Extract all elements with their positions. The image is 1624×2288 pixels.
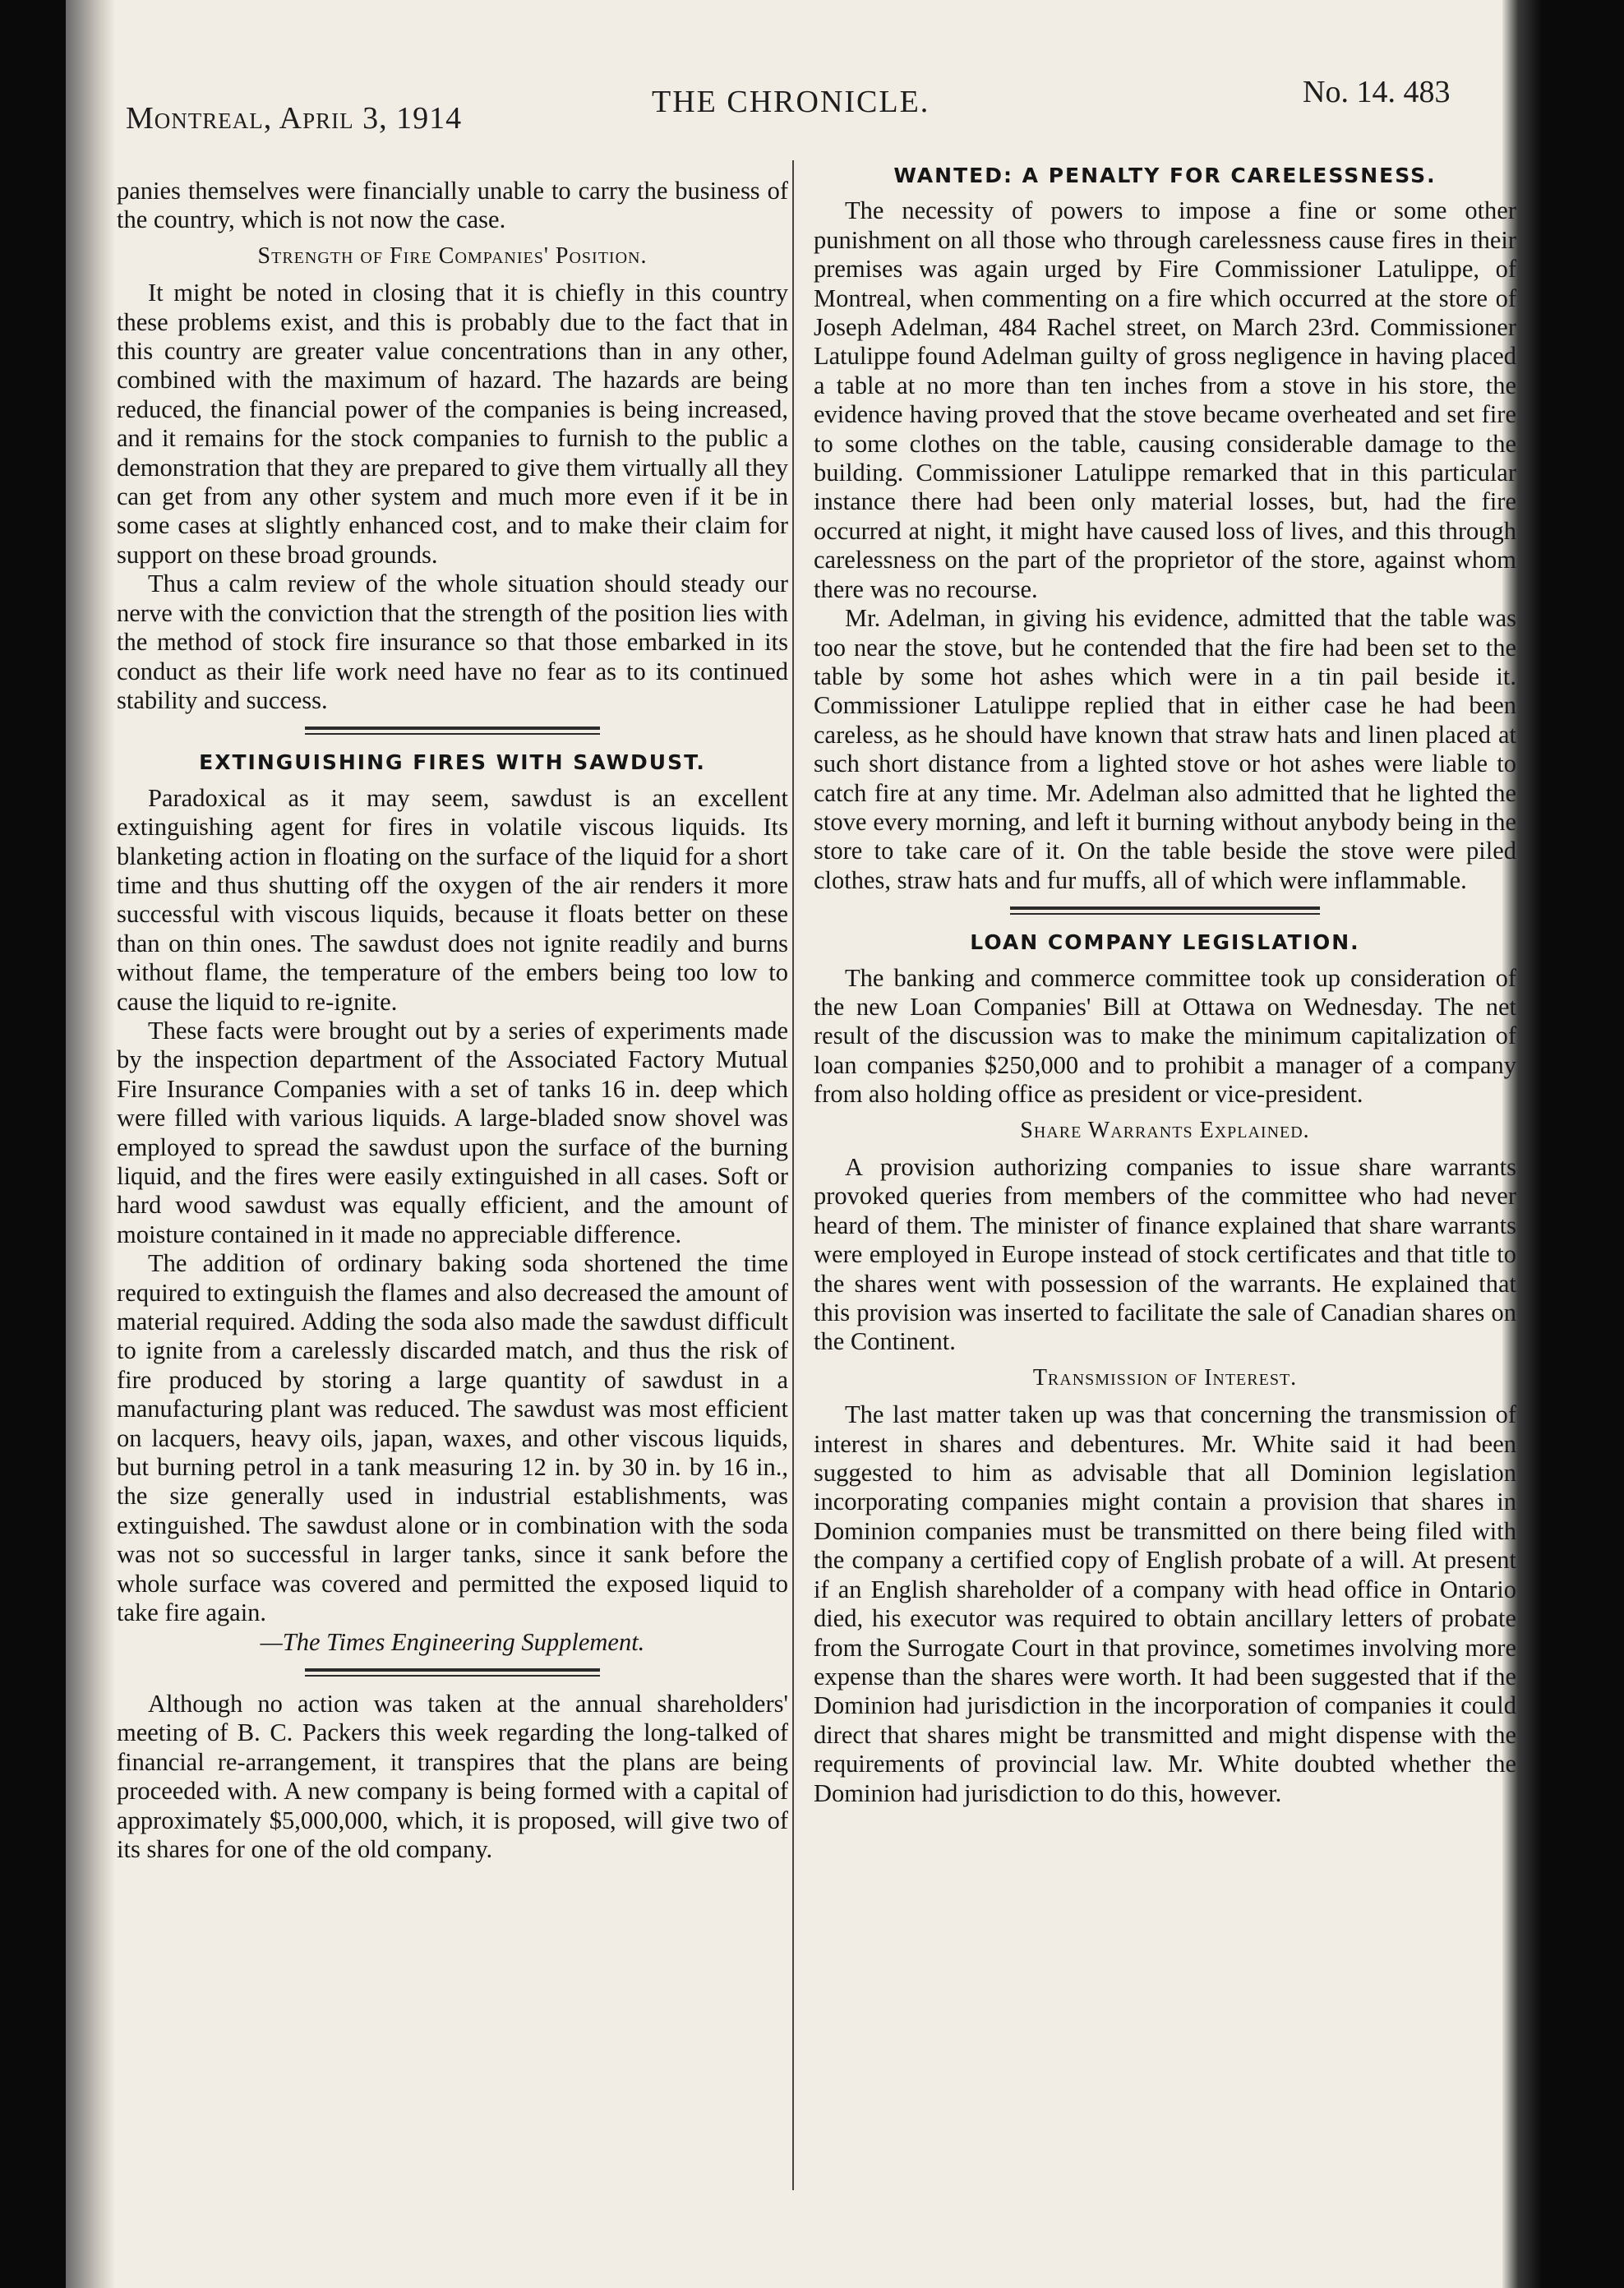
issue-page-number: No. 14. 483 bbox=[1303, 75, 1451, 109]
sawdust-paragraph-1: Paradoxical as it may seem, sawdust is an excellent extinguishing agent for fires in volatile viscous liquids. Its blanketing action in floating on the surface of the liquid for a short time and thus shutting off the oxygen of the air renders it more successful with viscous liquids, because it floats better on these than on thin ones. The sawdust does not ignite readily and burns without flame, the temperature of the embers being too low to cause the liquid to re-ignite. bbox=[117, 783, 788, 1016]
strength-paragraph-2: Thus a calm review of the whole situation should steady our nerve with the conviction that the strength of the position lies with the method of stock fire insurance so that those embarked in its conduct as their life work need have no fear as to its continued stability and success. bbox=[117, 570, 788, 714]
penalty-paragraph-2: Mr. Adelman, in giving his evidence, admitted that the table was too near the stove, but he contended that the fire had been set to the table by some hot ashes which were in a tin pail beside it. Commissioner Latulippe replied that in either case he had been careless, as he should have known that straw hats and linen placed at such short distance from a lighted stove or hot ashes were liable to catch fire at any time. Mr. Adelman also admitted that he lighted the stove every morning, and left it burning without anybody being in the store to take care of it. On the table beside the stove were piled clothes, straw hats and fur muffs, all of which were inflammable. bbox=[814, 604, 1516, 894]
column-divider bbox=[792, 160, 794, 2190]
continued-paragraph: panies themselves were financially unable to carry the business of the country, which is not now the case. bbox=[117, 177, 788, 234]
newspaper-page bbox=[66, 0, 1542, 2288]
publication-title: THE CHRONICLE. bbox=[652, 85, 930, 119]
section-divider bbox=[305, 727, 600, 735]
warrants-paragraph: A provision authorizing companies to issue share warrants provoked queries from members of the committee who had never heard of them. The minister of finance explained that share warrants were employed in Europe instead of stock certificates and that title to the shares went with possession of the warrants. He explained that this provision was inserted to facilitate the sale of Canadian shares on the Continent. bbox=[814, 1153, 1516, 1356]
section-divider bbox=[305, 1668, 600, 1677]
packers-paragraph: Although no action was taken at the annual shareholders' meeting of B. C. Packers this week regarding the long-talked of financial re-arrangement, it transpires that the plans are being proceeded with. A new company is being formed with a capital of approximately $5,000,000, which, it is proposed, will give two of its shares for one of the old company. bbox=[117, 1689, 788, 1863]
penalty-headline: WANTED: A PENALTY FOR CARELESSNESS. bbox=[893, 164, 1437, 187]
issue-date: Montreal, April 3, 1914 bbox=[126, 101, 463, 136]
transmission-paragraph: The last matter taken up was that concerning the transmission of interest in shares and debentures. Mr. White said it had been suggested to him as advisable that all Dominion legislation incorporating companies might contain a provision that shares in Dominion companies must be transmitted on there being filed with the company a certified copy of English probate of a will. At present if an English shareholder of a company with head office in Ontario died, his executor was required to obtain ancillary letters of probate from the Surrogate Court in that province, sometimes involving more expense than the shares were worth. It had been suggested that if the Dominion had jurisdiction in the incorporation of companies it could direct that shares might be transmitted and might dispense with the requirements of provincial law. Mr. White doubted whether the Dominion had jurisdiction to do this, however. bbox=[814, 1400, 1516, 1807]
strength-paragraph-1: It might be noted in closing that it is chiefly in this country these problems exist, and this is probably due to the fact that in this country are greater value concentrations than in any other, combined with the maximum of hazard. The hazards are being reduced, the financial power of the companies is being increased, and it remains for the stock companies to furnish to the public a demonstration that they are prepared to give them virtually all they can get from any other system and much more even if it be in some cases at slightly enhanced cost, and to make their claim for support on these broad grounds. bbox=[117, 279, 788, 569]
penalty-paragraph-1: The necessity of powers to impose a fine or some other punishment on all those who through carelessness cause fires in their premises was again urged by Fire Commissioner Latulippe, of Montreal, when commenting on a fire which occurred at the store of Joseph Adelman, 484 Rachel street, on March 23rd. Commissioner Latulippe found Adelman guilty of gross negligence in having placed a table at no more than ten inches from a stove in his store, the evidence having proved that the stove became overheated and set fire to some clothes on the table, causing considerable damage to the building. Commissioner Latulippe remarked that in this particular instance there had been only material losses, but, had the fire occurred at night, it might have caused loss of lives, and this through carelessness on the part of the proprietor of the store, against whom there was no recourse. bbox=[814, 196, 1516, 603]
binding-shadow bbox=[66, 0, 115, 2288]
strength-subheading: Strength of Fire Companies' Position. bbox=[257, 242, 648, 269]
loan-headline: LOAN COMPANY LEGISLATION. bbox=[970, 930, 1360, 955]
sawdust-source-credit: —The Times Engineering Supplement. bbox=[260, 1627, 645, 1656]
left-column bbox=[117, 177, 788, 1864]
sawdust-paragraph-3: The addition of ordinary baking soda shortened the time required to extinguish the flames and also decreased the amount of material required. Adding the soda also made the sawdust difficult to ignite from a carelessly discarded match, and thus the risk of fire produced by storing a large quantity of sawdust in a manufacturing plant was reduced. The sawdust was most efficient on lacquers, heavy oils, japan, waxes, and other viscous liquids, but burning petrol in a tank measuring 12 in. by 30 in. by 16 in., the size generally used in industrial establishments, was extinguished. The sawdust alone or in combination with the soda was not so successful in larger tanks, since it sank before the whole surface was covered and permitted the exposed liquid to take fire again. bbox=[117, 1249, 788, 1627]
sawdust-headline: EXTINGUISHING FIRES WITH SAWDUST. bbox=[199, 750, 706, 775]
warrants-subheading: Share Warrants Explained. bbox=[1020, 1117, 1310, 1143]
loan-paragraph: The banking and commerce committee took up consideration of the new Loan Companies' Bill at Ottawa on Wednesday. The net result of the discussion was to make the minimum capitalization of loan companies $250,000 and to prohibit a manager of a company from also holding office as president or vice-president. bbox=[814, 963, 1516, 1109]
right-column bbox=[814, 156, 1516, 1808]
transmission-subheading: Transmission of Interest. bbox=[1032, 1364, 1298, 1391]
section-divider bbox=[1010, 906, 1319, 915]
sawdust-paragraph-2: These facts were brought out by a series of experiments made by the inspection department of the Associated Factory Mutual Fire Insurance Companies with a set of tanks 16 in. deep which were filled with various liquids. A large-bladed snow shovel was employed to spread the sawdust upon the surface of the burning liquid, and the fires were easily extinguished in all cases. Soft or hard wood sawdust was equally efficient, and the amount of moisture contained in it made no appreciable difference. bbox=[117, 1016, 788, 1248]
